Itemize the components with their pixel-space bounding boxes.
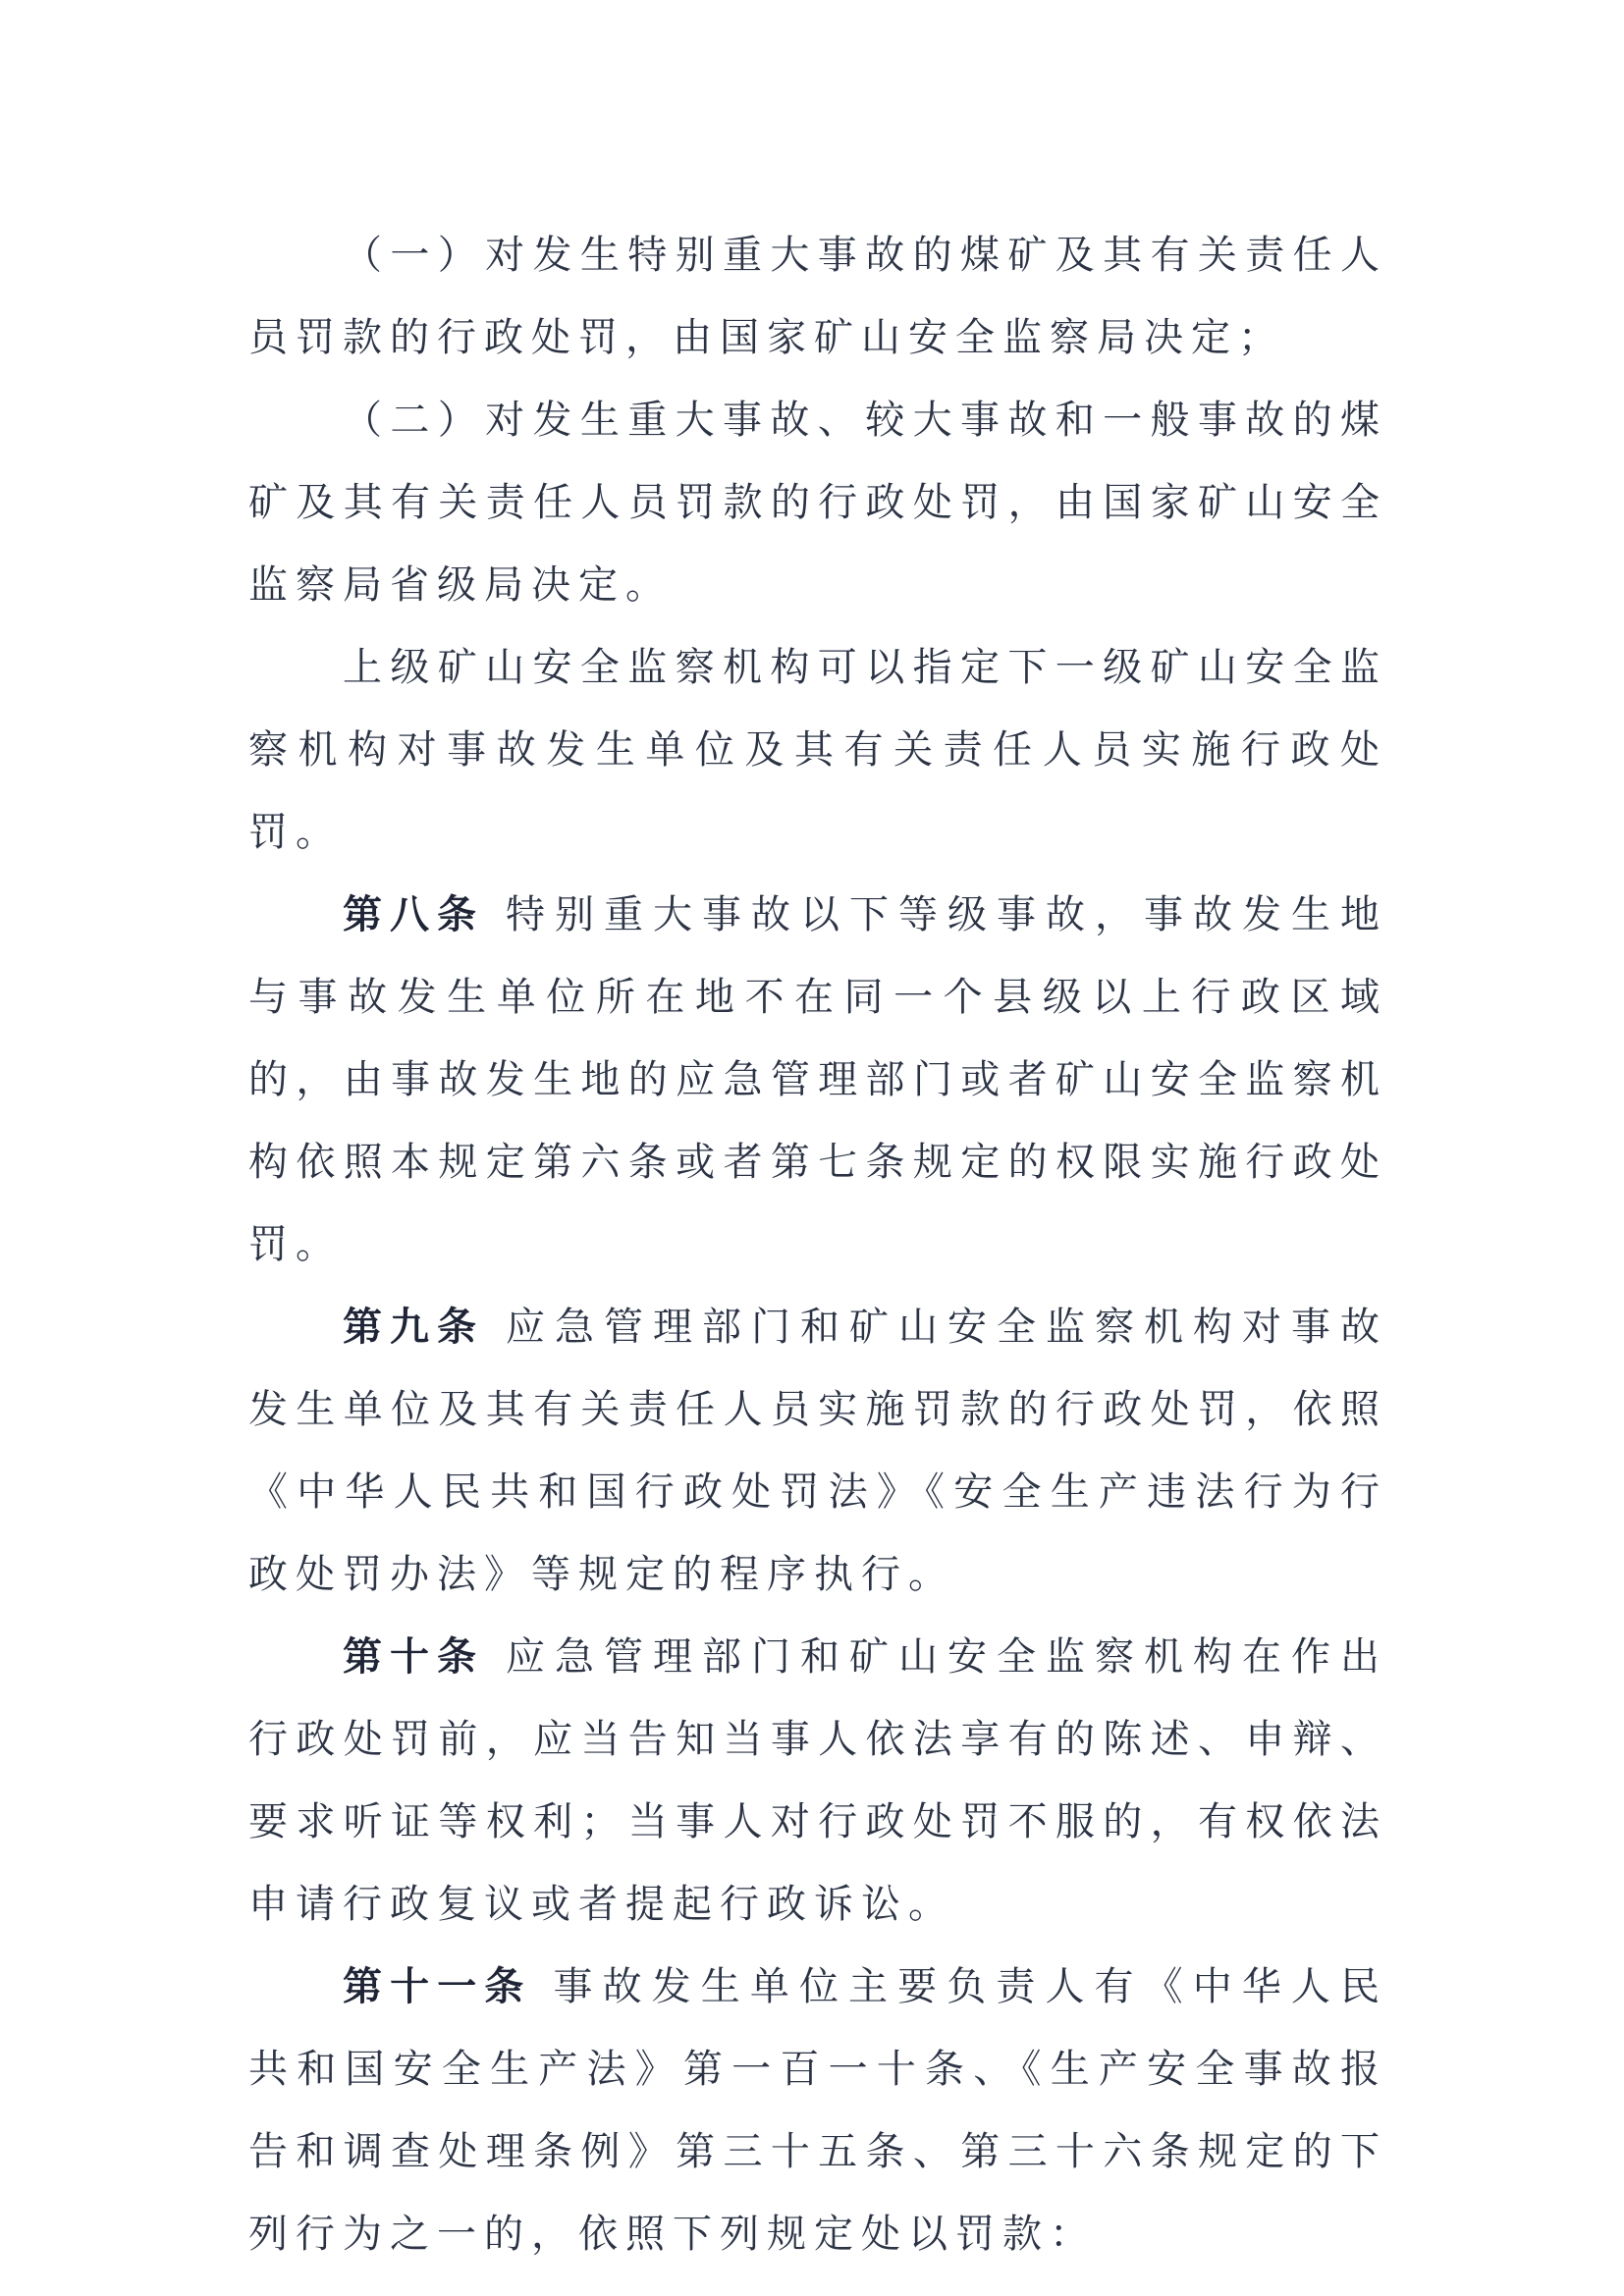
document-body <box>248 214 1387 2275</box>
article-text: 特别重大事故以下等级事故，事故发生地与事故发生单位所在地不在同一个县级以上行政区域的，由事故发生地的应急管理部门或者矿山安全监察机构依照本规定第六条或者第七条规定的权限实施行政处罚。 <box>248 892 1387 1267</box>
article-8 <box>248 874 1387 1286</box>
article-text: 应急管理部门和矿山安全监察机构对事故发生单位及其有关责任人员实施罚款的行政处罚，依照《中华人民共和国行政处罚法》《安全生产违法行为行政处罚办法》等规定的程序执行。 <box>248 1305 1387 1597</box>
article-heading: 第八条 <box>343 892 484 937</box>
article-heading: 第十条 <box>343 1634 484 1680</box>
article-9 <box>248 1286 1387 1616</box>
paragraph-item-2 <box>248 379 1387 626</box>
paragraph-text: 上级矿山安全监察机构可以指定下一级矿山安全监察机构对事故发生单位及其有关责任人员实施行政处罚。 <box>248 645 1387 855</box>
paragraph-authority-designation <box>248 626 1387 874</box>
paragraph-text: （一）对发生特别重大事故的煤矿及其有关责任人员罚款的行政处罚，由国家矿山安全监察局决定； <box>248 233 1387 360</box>
paragraph-item-1 <box>248 214 1387 379</box>
article-text: 事故发生单位主要负责人有《中华人民共和国安全生产法》第一百一十条、《生产安全事故报告和调查处理条例》第三十五条、第三十六条规定的下列行为之一的，依照下列规定处以罚款： <box>248 1964 1388 2257</box>
article-heading: 第九条 <box>343 1305 484 1350</box>
article-11 <box>248 1946 1387 2275</box>
article-text: 应急管理部门和矿山安全监察机构在作出行政处罚前，应当告知当事人依法享有的陈述、申辩、要求听证等权利；当事人对行政处罚不服的，有权依法申请行政复议或者提起行政诉讼。 <box>248 1634 1387 1927</box>
paragraph-text: （二）对发生重大事故、较大事故和一般事故的煤矿及其有关责任人员罚款的行政处罚，由国家矿山安全监察局省级局决定。 <box>248 398 1387 608</box>
article-heading: 第十一条 <box>343 1964 532 2009</box>
article-10 <box>248 1616 1387 1946</box>
